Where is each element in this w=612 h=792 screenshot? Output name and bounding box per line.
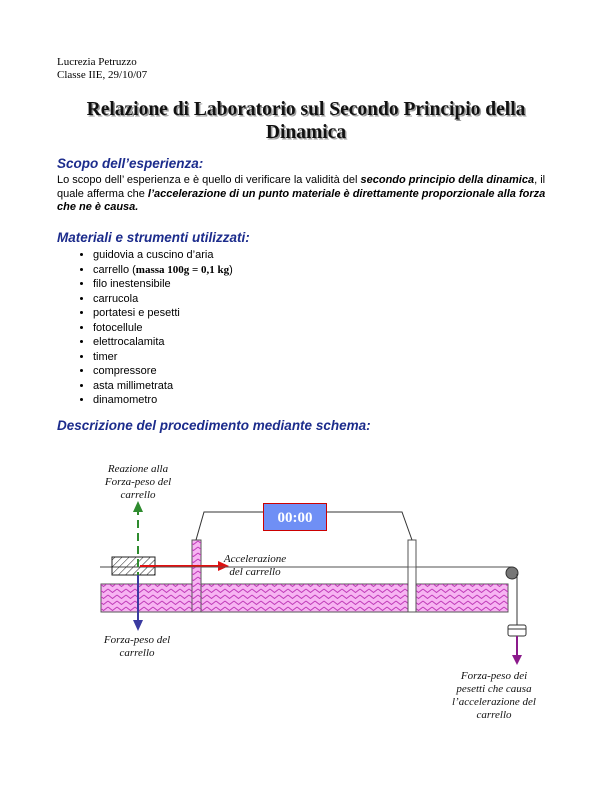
cart-close: )	[229, 263, 233, 276]
acceleration-label: Accelerazione del carrello	[223, 553, 287, 578]
list-item: • asta millimetrata	[93, 379, 233, 394]
author-name: Lucrezia Petruzzo	[57, 56, 137, 68]
scope-heading: Scopo dell’esperienza:	[57, 156, 204, 171]
materials-list	[57, 248, 233, 408]
scope-text-1: Lo scopo dell’ esperienza e è quello di verificare la validità del	[57, 174, 361, 186]
reaction-label: Reazione alla Forza-peso del carrello	[104, 463, 172, 501]
scope-bold-2: l’accelerazione di un punto materiale è direttamente proporzionale alla forza che ne è causa	[57, 187, 546, 213]
title-line-1: Relazione di Laboratorio sul Secondo Principio della	[86, 99, 526, 120]
weight-label: Forza-peso del carrello	[103, 634, 171, 659]
air-track-pattern	[101, 584, 508, 612]
scope-paragraph	[57, 174, 557, 215]
list-item: • filo inestensibile	[93, 277, 233, 292]
list-item: • elettrocalamita	[93, 335, 233, 350]
timer-display: 00:00	[263, 503, 327, 531]
wire-right	[327, 512, 412, 540]
list-item: • guidovia a cuscino d’aria	[93, 248, 233, 263]
weight-holder	[508, 625, 526, 636]
list-item: • carrucola	[93, 292, 233, 307]
pulley	[506, 567, 518, 579]
cart-text: carrello (	[93, 263, 136, 276]
list-item: • timer	[93, 350, 233, 365]
weights-label: Forza-peso dei pesetti che causa l’accelerazione del carrello	[452, 670, 536, 721]
title-line-2: Dinamica	[265, 122, 347, 143]
list-item: • compressore	[93, 364, 233, 379]
list-item: • fotocellule	[93, 321, 233, 336]
list-item: • portatesi e pesetti	[93, 306, 233, 321]
scope-text-3: .	[135, 201, 139, 213]
list-item: • dinamometro	[93, 393, 233, 408]
class-date: Classe IIE, 29/10/07	[57, 69, 148, 81]
author-block	[57, 56, 147, 82]
photocell-right	[408, 540, 416, 612]
cart-mass: massa 100g = 0,1 kg	[135, 263, 230, 276]
procedure-heading: Descrizione del procedimento mediante schema:	[57, 418, 371, 433]
document-title	[40, 98, 572, 144]
scope-bold-1: secondo principio della dinamica	[360, 174, 535, 186]
wire-left	[196, 512, 263, 540]
materials-heading: Materiali e strumenti utilizzati:	[57, 230, 250, 245]
scope-text-2: , il quale afferma che	[57, 174, 546, 200]
list-item	[93, 263, 233, 278]
